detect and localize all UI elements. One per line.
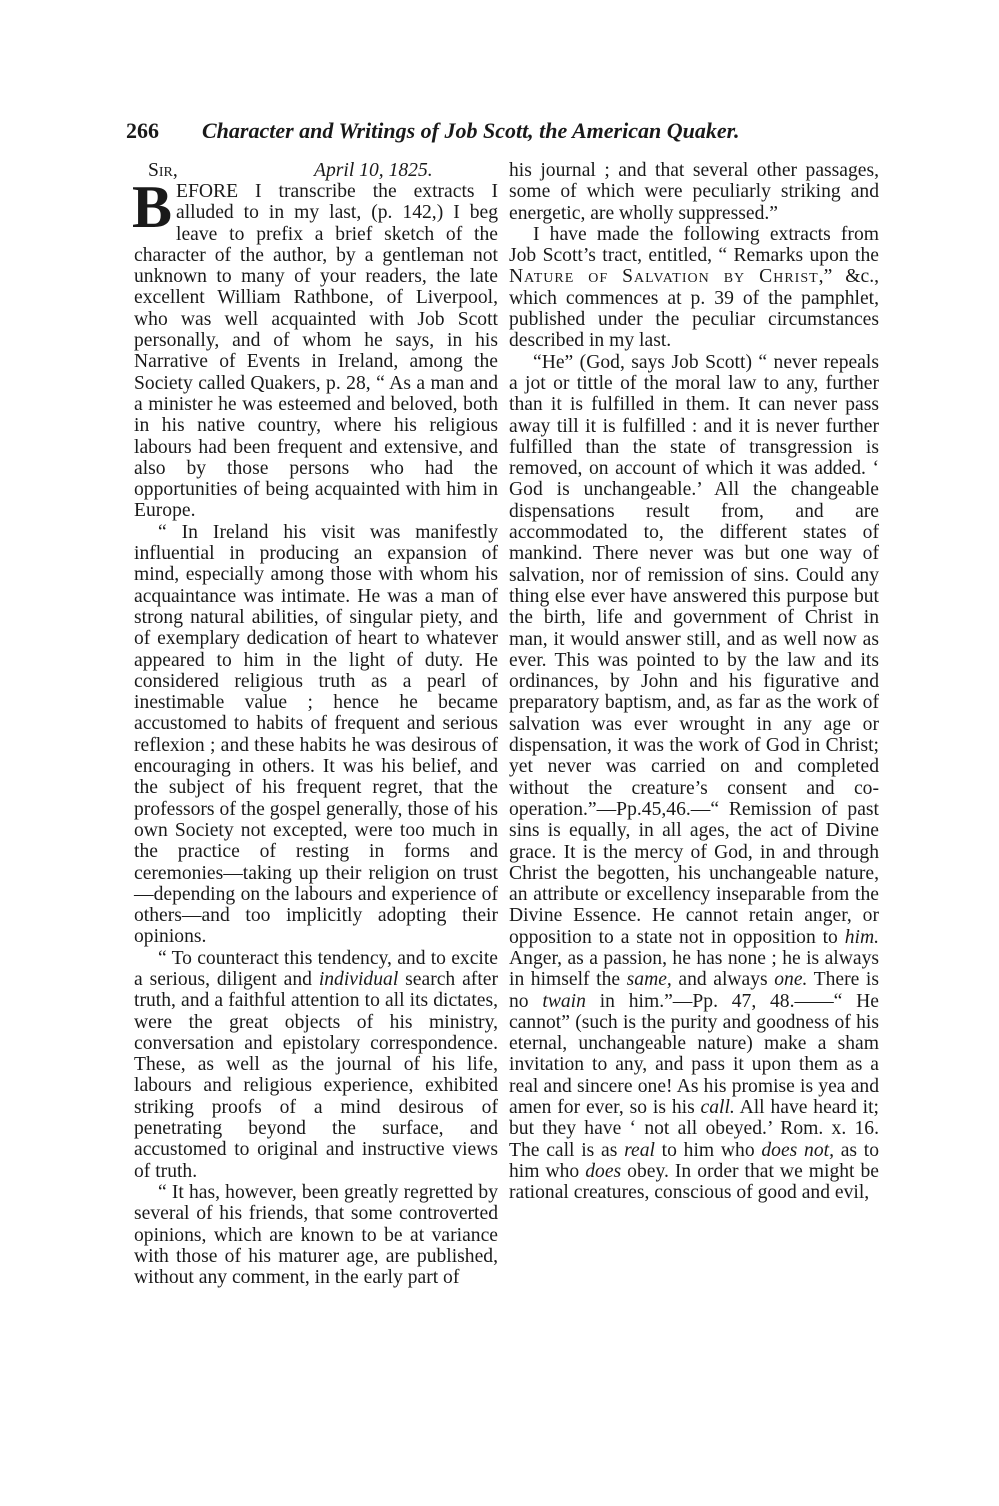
drop-cap: B (132, 174, 173, 240)
paragraph: I have made the following extracts from Job Scott’s tract, entitled, “ Remarks upon the Nature of Salvation by Christ,” &c., which commences at p. 39 of the pamphlet, published under the peculiar circumstances described in my last. (509, 223, 879, 352)
tract-title: Nature of Salvation by Christ (509, 266, 819, 288)
page-number: 266 (126, 118, 159, 143)
right-column (509, 160, 879, 1204)
paragraph: “ It has, however, been greatly regretted by several of his friends, that some controverted opinions, which are known to be at variance with those of his maturer age, are published, without any comment, in the early part of (134, 1181, 498, 1289)
paragraph: BEFORE I transcribe the extracts I alluded to in my last, (p. 142,) I beg leave to prefix a brief sketch of the character of the author, by a gentleman not unknown to many of your readers, the late excellent William Rathbone, of Liverpool, who was well acquainted with Job Scott personally, and of whom he says, in his Narrative of Events in Ireland, among the Society called Quakers, p. 28, “ As a man and a minister he was esteemed and beloved, both in his native country, where his religious labours had been frequent and extensive, and also by those persons who had the opportunities of being acquainted with him in Europe. (132, 174, 498, 522)
paragraph: “ To counteract this tendency, and to excite a serious, diligent and individual search after truth, and a faithful attention to all its dictates, were the great objects of his ministry, conversation and epistolary correspondence. These, as well as the journal of his life, labours and religious experience, exhibited striking proofs of a mind desirous of penetrating beyond the surface, and accustomed to original and instructive views of truth. (134, 947, 498, 1182)
letter-date: April 10, 1825. (314, 160, 433, 181)
letter-dateline (134, 160, 498, 181)
paragraph: his journal ; and that several other passages, some of which were peculiarly striking and energetic, are wholly suppressed.” (509, 160, 879, 224)
paragraph: “ In Ireland his visit was manifestly influential in producing an expansion of mind, especially among those with whom his acquaintance was intimate. He was a man of strong natural abilities, of singular piety, and of exemplary dedication of heart to whatever appeared to him in the light of duty. He considered religious truth as a pearl of inestimable value ; hence he became accustomed to habits of frequent and serious reflexion ; and these habits he was desirous of encouraging in others. It was his belief, and the subject of his frequent regret, that the professors of the gospel generally, those of his own Society not excepted, were too much in the practice of resting in forms and ceremonies—taking up their religion on trust—depending on the labours and experience of others—and too implicitly adopting their opinions. (134, 521, 498, 948)
running-header (126, 118, 806, 148)
paragraph: “He” (God, says Job Scott) “ never repeals a jot or tittle of the moral law to any, further than it is fulfilled in them. It can never pass away till it is fulfilled : and it is never further fulfilled than the state of transgression is removed, on account of which it was added. ‘ God is unchangeable.’ All the changeable dispensations result from, and are accommodated to, the different states of mankind. There never was but one way of salvation, nor of remission of sins. Could any thing else ever have answered this purpose but the birth, life and government of Christ in man, it would answer still, and as well now as ever. This was pointed to by the law and its ordinances, by John and his figurative and preparatory baptism, and, as far as the work of salvation was ever wrought in any age or dispensation, it was the work of God in Christ; yet never was carried on and completed without the creature’s consent and co-operation.”—Pp.45,46.—“ Remission of past sins is equally, in all ages, the act of Divine grace. It is the mercy of God, in and through Christ the begotten, his unchangeable nature, an attribute or excellency inseparable from the Divine Essence. He cannot retain anger, or opposition to a state not in opposition to him. Anger, as a passion, he has none ; he is always in himself the same, and always one. There is no twain in him.”—Pp. 47, 48.——“ He cannot” (such is the purity and goodness of his eternal, unchangeable nature) make a sham invitation to any, and pass it upon them as a real and sincere one! As his promise is yea and amen for ever, so is his call. All have heard it; but they have ‘ not all obeyed.’ Rom. x. 16. The call is as real to him who does not, as to him who does obey. In order that we might be rational creatures, conscious of good and evil, (509, 351, 880, 1204)
left-column (134, 160, 498, 1288)
running-title: Character and Writings of Job Scott, the American Quaker. (202, 118, 740, 143)
letter-salutation: Sir, (148, 160, 178, 181)
